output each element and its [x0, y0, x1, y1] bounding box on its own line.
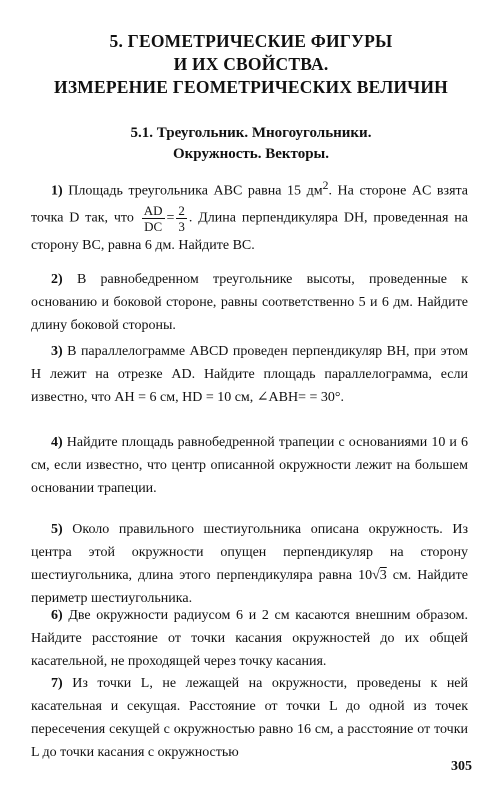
problem-text: В параллелограмме ABCD проведен перпендикуляр BH, при этом H лежит на отрезке AD. Найдите площадь параллелограмма, если известно, что AH = 6 см, HD = 10 см, ∠ABH= = 30°. [31, 344, 468, 405]
problem-number: 5) [51, 522, 63, 537]
problem-text: В равнобедренном треугольнике высоты, проведенные к основанию и боковой стороне, равны соответственно 5 и 6 дм. Найдите длину боковой стороны. [31, 272, 468, 333]
problem-text: Найдите площадь равнобедренной трапеции с основаниями 10 и 6 см, если известно, что центр описанной окружности лежит на большем основании трапеции. [31, 435, 468, 496]
problem-text: Из точки L, не лежащей на окружности, проведены к ней касательная и секущая. Расстояние от точки L до одной из точек пересечения секущей с окружностью равно 16 см, а расстояние от точки L до точки касания с окружностью [31, 676, 469, 760]
fraction-denominator: 3 [178, 218, 185, 234]
problem-3 [31, 340, 468, 409]
section-heading-line-1: 5.1. Треугольник. Многоугольники. [130, 125, 372, 141]
chapter-heading-line-1: 5. ГЕОМЕТРИЧЕСКИЕ ФИГУРЫ [109, 31, 393, 51]
equals-sign: = [166, 210, 175, 226]
problem-number: 2) [51, 272, 63, 287]
problem-text: Около правильного шестиугольника описана окружность. Из центра этой окружности опущен перпендикуляр на сторону шестиугольника, длина этого перпендикуляра равна 10 [31, 522, 468, 583]
problem-text-end: . Длина перпендикуляра DH, проведенная на сторону BC, равна 6 дм. Найдите BC. [31, 210, 468, 253]
problem-7 [31, 672, 468, 764]
problem-number: 1) [51, 183, 63, 199]
fraction-two-thirds [176, 203, 187, 234]
chapter-heading [0, 30, 502, 99]
page-number: 305 [451, 759, 472, 774]
section-heading-line-2: Окружность. Векторы. [172, 146, 329, 162]
fraction-denominator: DC [144, 218, 163, 234]
problem-text-continued: . На стороне AC взята точка D так, что [31, 183, 469, 226]
sqrt-sign: √ [372, 568, 380, 583]
problem-number: 3) [51, 344, 63, 359]
fraction-numerator: AD [143, 202, 163, 218]
problem-4 [31, 431, 468, 500]
sqrt-argument: 3 [379, 568, 387, 583]
problem-2 [31, 268, 468, 337]
chapter-heading-line-3: ИЗМЕРЕНИЕ ГЕОМЕТРИЧЕСКИХ ВЕЛИЧИН [54, 77, 448, 97]
problem-6 [31, 604, 468, 673]
problem-text: Площадь треугольника ABC равна 15 дм [68, 183, 323, 199]
square-root [372, 568, 387, 583]
problem-number: 6) [51, 608, 63, 623]
problem-text-end: см. Найдите периметр шестиугольника. [31, 568, 468, 606]
superscript-exponent: 2 [322, 179, 329, 192]
problem-number: 7) [51, 676, 63, 691]
problem-1 [31, 174, 468, 257]
chapter-heading-line-2: И ИХ СВОЙСТВА. [173, 54, 329, 74]
problem-text: Две окружности радиусом 6 и 2 см касаются внешним образом. Найдите расстояние от точки касания окружностей до их общей касательной, не проходящей через точку касания. [31, 608, 469, 669]
problem-5 [31, 518, 468, 610]
fraction-ad-dc [142, 203, 165, 234]
section-heading [0, 123, 502, 165]
problem-number: 4) [51, 435, 63, 450]
fraction-numerator: 2 [178, 202, 185, 218]
